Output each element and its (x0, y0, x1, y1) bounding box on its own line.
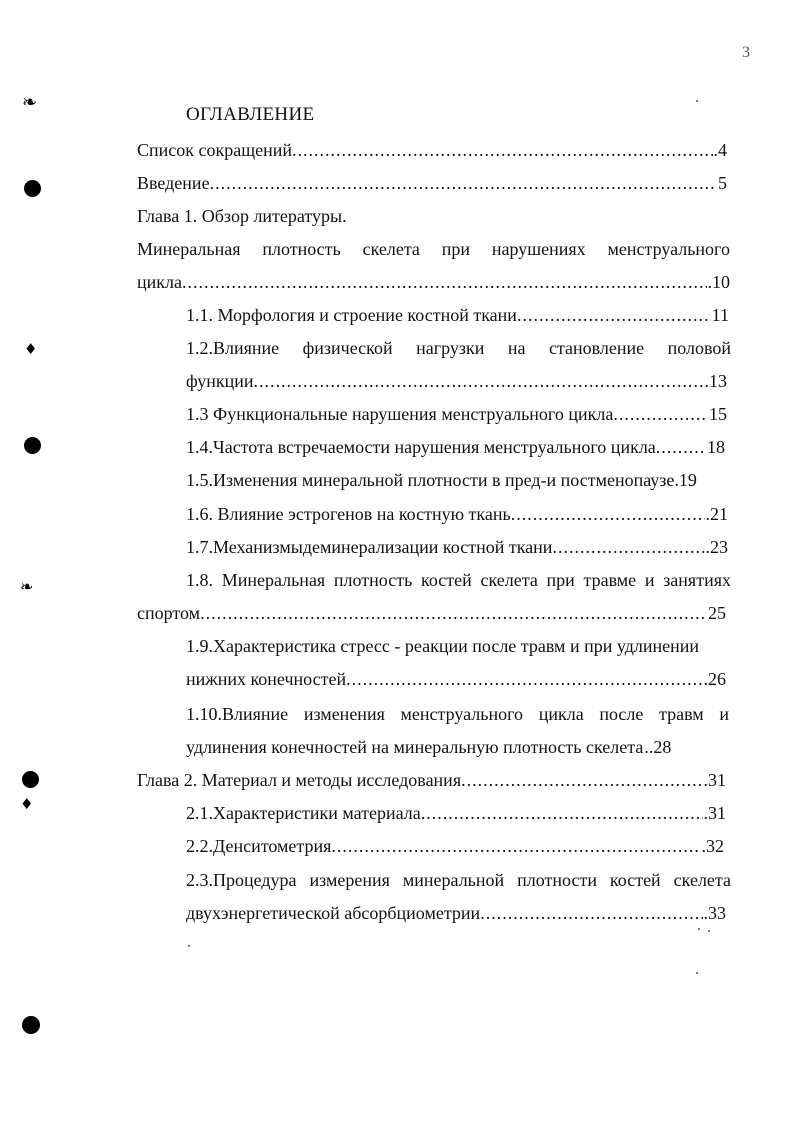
toc-entry-text: двухэнергетической абсорбциометрии (186, 903, 481, 923)
toc-entry-2-2[interactable] (186, 834, 724, 858)
toc-entry-page: 18 (707, 437, 725, 457)
toc-entry-2-1[interactable] (186, 801, 726, 825)
leader-dots (613, 402, 708, 426)
toc-entry-page: 5 (718, 173, 727, 193)
toc-entry-text: Глава 2. Материал и методы исследования (137, 770, 462, 790)
punch-hole-mark: ❧ (22, 92, 38, 113)
chapter-1-intro-line-1: Минеральная плотность скелета при нарушениях менструального (137, 239, 730, 259)
toc-entry-chapter-2[interactable] (137, 768, 726, 792)
scan-speck (696, 972, 698, 974)
leader-dots (346, 667, 702, 691)
leader-dots (200, 601, 707, 625)
toc-entry-page: .33 (703, 903, 726, 923)
leader-dots (517, 303, 711, 327)
leader-dots (292, 138, 713, 162)
toc-entry-page: .23 (705, 537, 728, 557)
leader-dots (182, 270, 707, 294)
toc-entry-1-10[interactable] (186, 735, 724, 759)
toc-entry-text: 2.1.Характеристики материала (186, 803, 421, 823)
toc-entry-text: 2.2.Денситометрия (186, 836, 332, 856)
toc-entry-page: .10 (707, 272, 730, 292)
toc-entry-1-1[interactable] (186, 303, 729, 327)
punch-hole-mark (22, 771, 39, 788)
punch-hole-mark: ♦ (24, 340, 38, 358)
toc-entry-text: удлинения конечностей на минеральную плотность скелета (186, 737, 644, 757)
chapter-1-title: Глава 1. Обзор литературы. (137, 206, 347, 226)
toc-entry-page: 25 (708, 603, 726, 623)
leader-dots (511, 502, 705, 526)
scan-speck (698, 928, 700, 930)
toc-entry-text: Список сокращений (137, 140, 292, 160)
punch-hole-mark: ❧ (20, 577, 34, 596)
toc-entry-1-5[interactable]: 1.5.Изменения минеральной плотности в пред-и постменопаузе.19 (186, 470, 697, 490)
toc-entry-page: .4 (713, 140, 727, 160)
toc-entry-1-6[interactable] (186, 502, 728, 526)
leader-dots (461, 768, 702, 792)
toc-entry-2-3-line-1: 2.3.Процедура измерения минеральной плотности костей скелета (186, 870, 731, 890)
toc-entry-text: спортом (137, 603, 201, 623)
toc-entry-page: .13 (704, 371, 727, 391)
leader-dots (656, 435, 706, 459)
punch-hole-mark: ♦ (20, 795, 34, 813)
toc-entry-1-2-line-1: 1.2.Влияние физической нагрузки на становление половой (186, 338, 731, 358)
punch-hole-mark (24, 180, 41, 197)
page-number: 3 (742, 44, 750, 61)
toc-entry-page: 11 (711, 305, 729, 325)
toc-entry-1-10-line-1: 1.10.Влияние изменения менструального цикла после травм и (186, 704, 729, 724)
toc-entry-text: 1.4.Частота встречаемости нарушения менструального цикла (186, 437, 656, 457)
toc-entry-chapter-1-intro[interactable] (137, 270, 730, 294)
leader-dots (210, 171, 717, 195)
toc-entry-1-2[interactable] (186, 369, 727, 393)
toc-entry-page: .21 (705, 504, 728, 524)
toc-entry-page: .31 (703, 770, 726, 790)
toc-entry-1-7[interactable] (186, 535, 728, 559)
leader-dots (254, 369, 704, 393)
leader-dots (331, 834, 700, 858)
toc-entry-2-3[interactable] (186, 901, 726, 925)
toc-entry-1-8[interactable] (137, 601, 726, 625)
punch-hole-mark (22, 1016, 40, 1034)
toc-entry-page: .32 (701, 836, 724, 856)
punch-hole-mark (24, 437, 41, 454)
scan-speck (188, 945, 190, 947)
toc-entry-1-9-line-1: 1.9.Характеристика стресс - реакции после травм и при удлинении (186, 636, 700, 656)
toc-entry-text: нижних конечностей (186, 669, 347, 689)
leader-dots (480, 901, 702, 925)
toc-entry-abbreviations[interactable] (137, 138, 727, 162)
toc-entry-text: 1.3 Функциональные нарушения менструального цикла (186, 404, 614, 424)
toc-entry-1-8-line-1: 1.8. Минеральная плотность костей скелета при травме и занятиях (186, 570, 731, 590)
toc-entry-page: 15 (709, 404, 727, 424)
toc-entry-text: Введение (137, 173, 210, 193)
toc-heading: ОГЛАВЛЕНИЕ (186, 104, 315, 125)
leader-dots (421, 801, 703, 825)
toc-entry-page: ..28 (644, 737, 672, 757)
toc-entry-text: цикла (137, 272, 182, 292)
leader-dots (552, 535, 704, 559)
toc-entry-1-9[interactable] (186, 667, 726, 691)
toc-entry-1-3[interactable] (186, 402, 727, 426)
toc-entry-text: функции (186, 371, 254, 391)
scan-speck (708, 930, 710, 932)
toc-entry-introduction[interactable] (137, 171, 727, 195)
scan-speck (696, 100, 698, 102)
toc-entry-1-4[interactable] (186, 435, 725, 459)
toc-entry-text: 1.7.Механизмыдеминерализации костной ткани (186, 537, 553, 557)
toc-entry-text: 1.6. Влияние эстрогенов на костную ткань (186, 504, 511, 524)
toc-entry-page: .31 (703, 803, 726, 823)
toc-entry-text: 1.1. Морфология и строение костной ткани (186, 305, 517, 325)
toc-entry-page: .26 (703, 669, 726, 689)
